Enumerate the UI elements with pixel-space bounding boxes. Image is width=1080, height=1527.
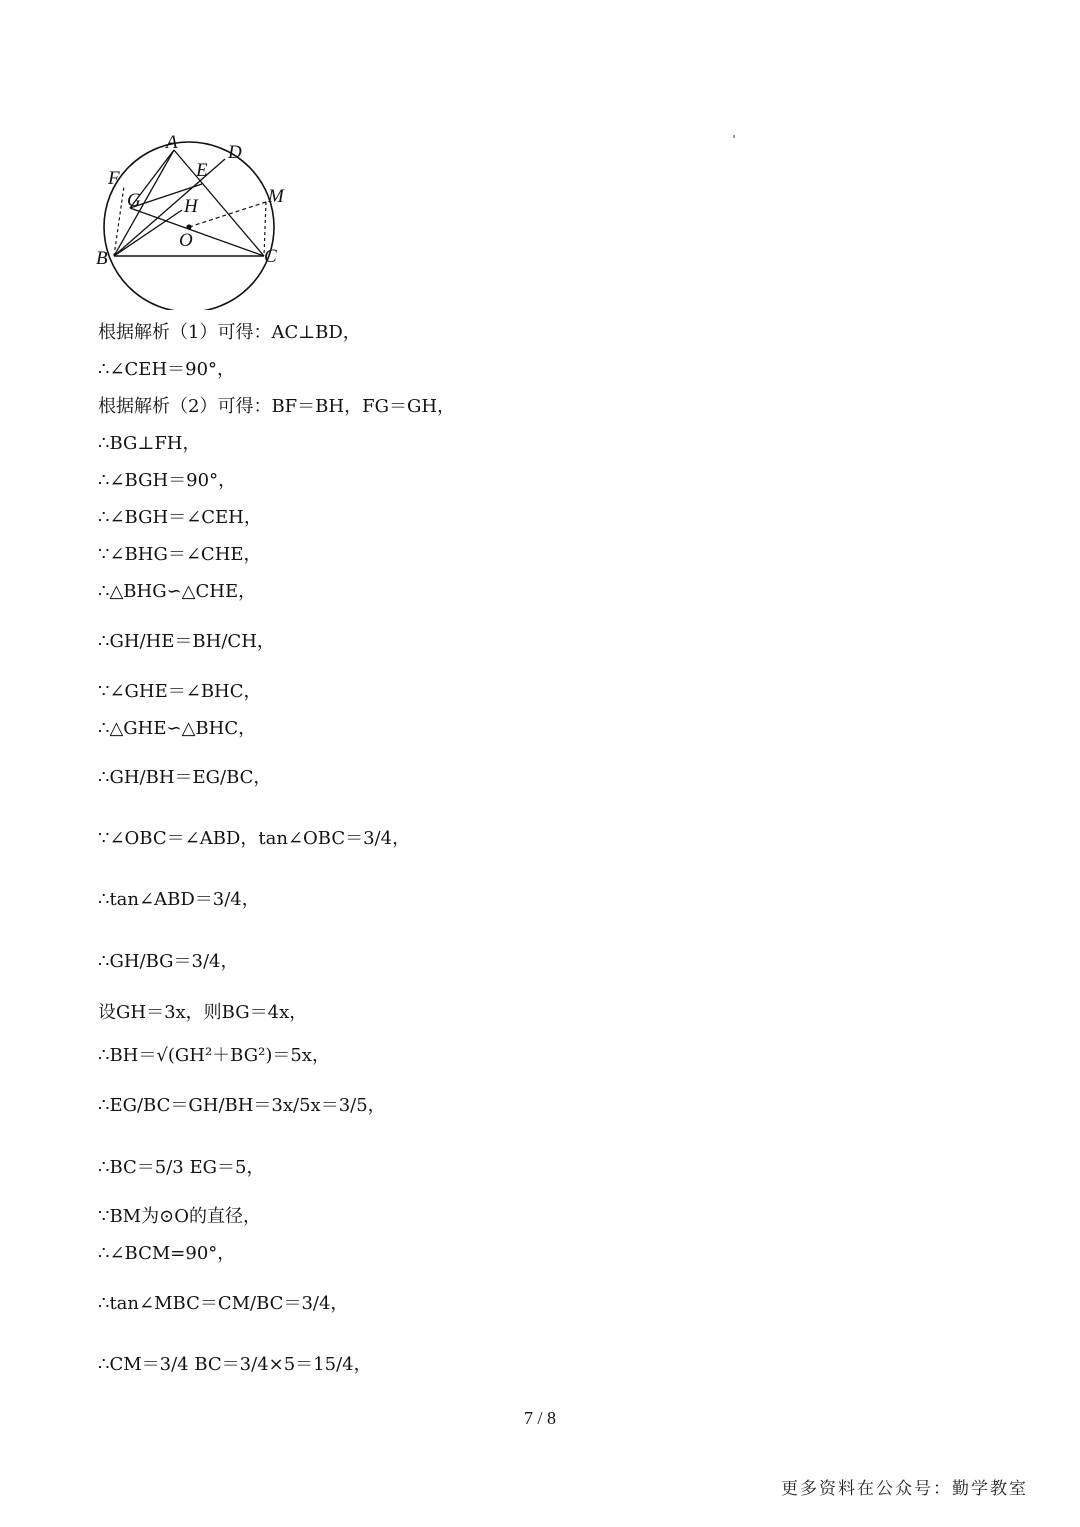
solution-line-3: 根据解析（2）可得：BF＝BH，FG＝GH， [98,396,456,417]
solution-line-23: ∴CM＝3/4 BC＝3/4×5＝15/4， [98,1354,372,1375]
segment-bh [114,210,182,256]
center-dot [186,224,191,229]
solution-line-9: ∴GH/HE＝BH/CH， [98,631,275,652]
label-m: M [268,186,284,207]
solution-line-15: ∴GH/BG＝3/4， [98,951,239,972]
label-c: C [264,246,277,267]
dashed-om [189,202,266,227]
geometry-figure [92,132,302,310]
solution-line-1: 根据解析（1）可得：AC⊥BD， [98,322,361,343]
solution-line-4: ∴BG⊥FH， [98,433,201,454]
stray-mark [733,135,735,138]
footer-watermark: 更多资料在公众号：勤学教室 [781,1479,1028,1499]
solution-line-16: 设GH＝3x，则BG＝4x， [98,1002,308,1023]
page-number: 7 / 8 [523,1408,556,1428]
label-f: F [108,168,120,189]
solution-line-20: ∵BM为⊙O的直径， [98,1206,261,1227]
solution-line-11: ∴△GHE∽△BHC， [98,718,257,739]
dashed-bf [114,186,124,256]
label-o: O [179,230,193,251]
solution-line-22: ∴tan∠MBC＝CM/BC＝3/4， [98,1293,349,1314]
label-a: A [166,132,178,153]
solution-line-21: ∴∠BCM=90°， [98,1243,236,1264]
solution-line-18: ∴EG/BC＝GH/BH＝3x/5x＝3/5， [98,1095,386,1116]
solution-line-12: ∴GH/BH＝EG/BC， [98,767,272,788]
solution-line-7: ∵∠BHG＝∠CHE， [98,544,262,565]
label-h: H [184,196,198,217]
solution-line-13: ∵∠OBC＝∠ABD，tan∠OBC＝3/4， [98,828,411,849]
solution-line-8: ∴△BHG∽△CHE， [98,581,257,602]
label-e: E [196,160,208,181]
solution-line-2: ∴∠CEH＝90°， [98,359,236,380]
solution-line-6: ∴∠BGH＝∠CEH， [98,507,262,528]
label-b: B [96,248,108,269]
label-g: G [127,190,141,211]
solution-line-10: ∵∠GHE＝∠BHC， [98,681,262,702]
solution-line-14: ∴tan∠ABD＝3/4， [98,889,260,910]
solution-line-17: ∴BH＝√(GH²＋BG²)＝5x， [98,1045,330,1066]
solution-line-19: ∴BC＝5/3 EG＝5， [98,1157,265,1178]
label-d: D [228,142,242,163]
solution-line-5: ∴∠BGH＝90°， [98,470,237,491]
